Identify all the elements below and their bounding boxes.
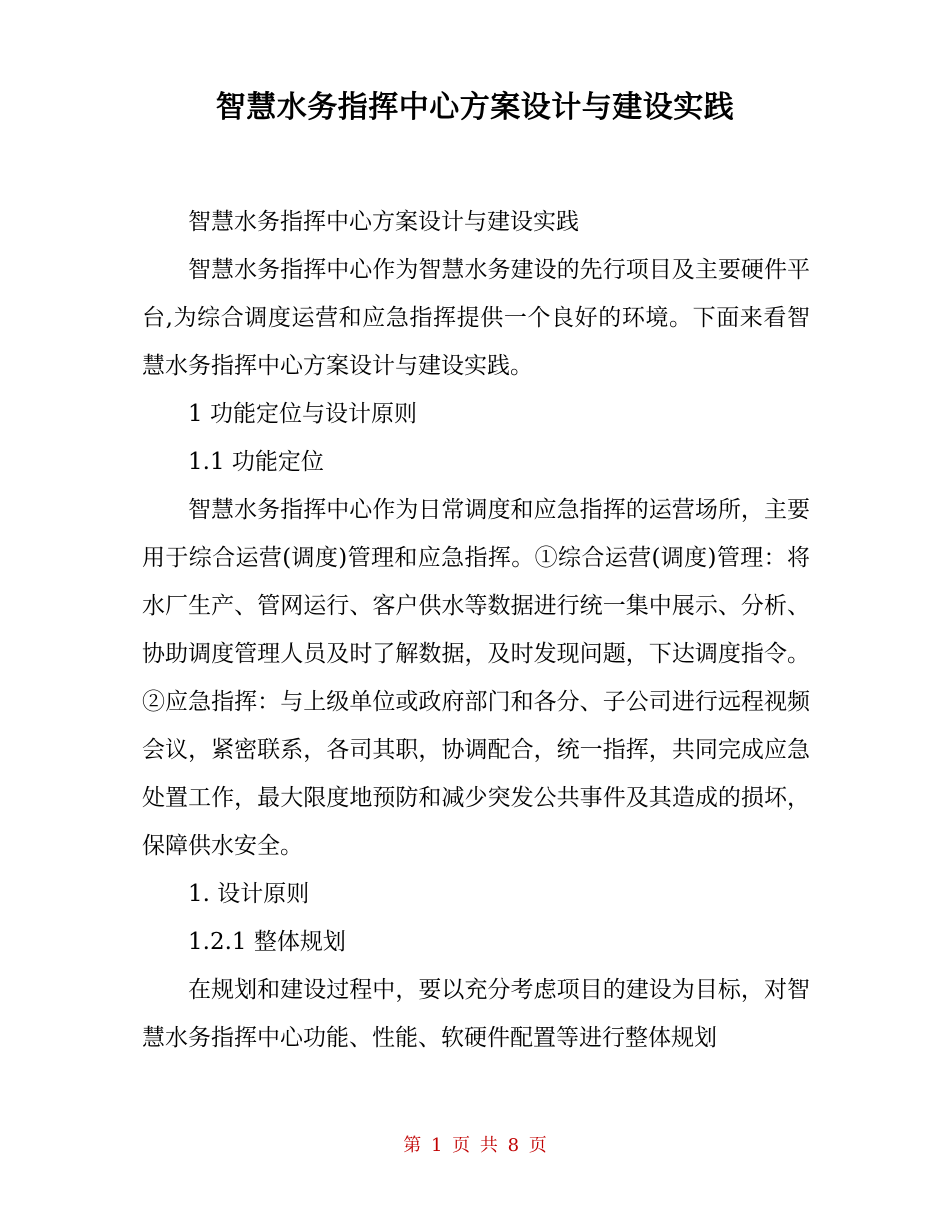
paragraph-function-positioning: 智慧水务指挥中心作为日常调度和应急指挥的运营场所，主要用于综合运营(调度)管理和应急指挥。①综合运营(调度)管理：将水厂生产、管网运行、客户供水等数据进行统一集中展示、分析、协助调度管理人员及时了解数据，及时发现问题，下达调度指令。②应急指挥：与上级单位或政府部门和各分、子公司进行远程视频会议，紧密联系，各司其职，协调配合，统一指挥，共同完成应急处置工作，最大限度地预防和减少突发公共事件及其造成的损坏，保障供水安全。 — [142, 497, 810, 859]
paragraph-subtitle: 智慧水务指挥中心方案设计与建设实践 — [188, 209, 579, 235]
paragraph-overall-planning: 在规划和建设过程中，要以充分考虑项目的建设为目标，对智慧水务指挥中心功能、性能、软硬件配置等进行整体规划 — [142, 977, 810, 1051]
section-heading-1-1: 1.1 功能定位 — [188, 449, 324, 475]
section-heading-1-2-1: 1.2.1 整体规划 — [188, 929, 346, 955]
paragraph-intro: 智慧水务指挥中心作为智慧水务建设的先行项目及主要硬件平台,为综合调度运营和应急指挥提供一个良好的环境。下面来看智慧水务指挥中心方案设计与建设实践。 — [142, 257, 810, 379]
document-body — [142, 198, 810, 1062]
page-number: 第 1 页 共 8 页 — [403, 1135, 547, 1156]
section-heading-1: 1 功能定位与设计原则 — [188, 401, 417, 427]
section-heading-design-principles: 1. 设计原则 — [188, 881, 310, 907]
document-title: 智慧水务指挥中心方案设计与建设实践 — [215, 90, 735, 125]
